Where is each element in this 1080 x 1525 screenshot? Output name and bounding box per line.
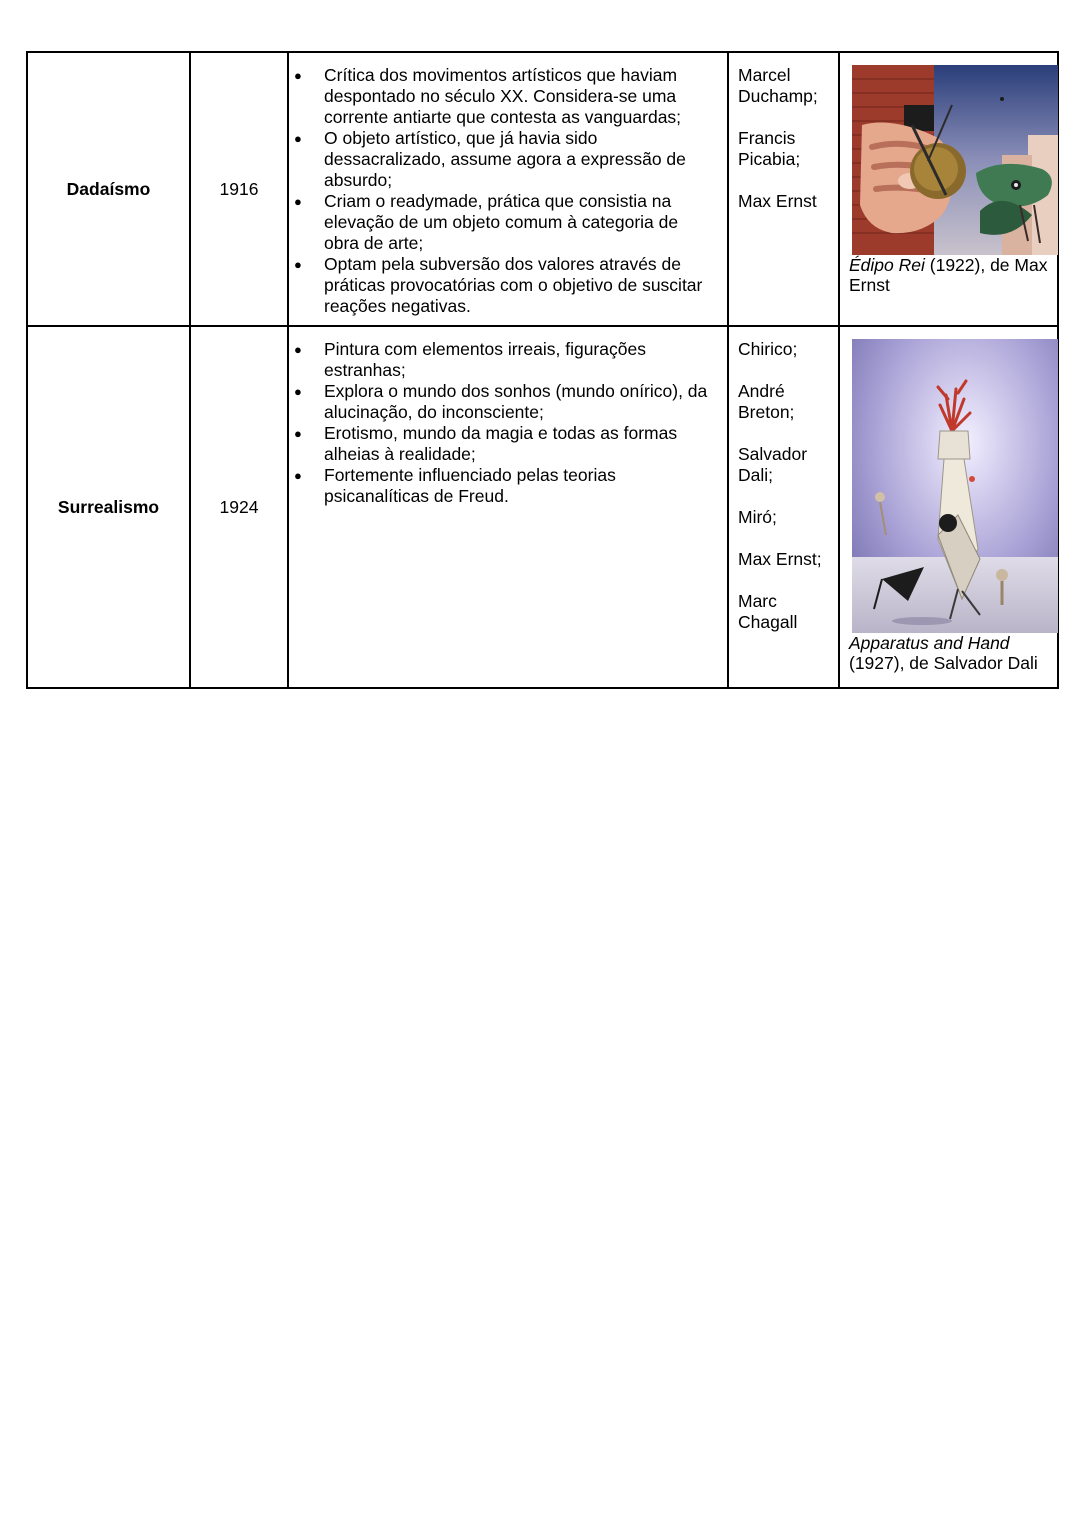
art-movements-table — [26, 51, 1059, 689]
movement-year: 1924 — [190, 326, 288, 688]
movement-name: Surrealismo — [27, 326, 190, 688]
artwork-cell — [839, 326, 1058, 688]
bullet-icon: ● — [294, 468, 302, 483]
list-item: ● Criam o readymade, prática que consistia na elevação de um objeto comum à categoria de obra de arte; — [294, 191, 679, 253]
list-item: ● Erotismo, mundo da magia e todas as formas alheias à realidade; — [294, 423, 678, 464]
bullet-icon: ● — [294, 131, 302, 146]
artist-name: André Breton; — [738, 381, 795, 422]
artwork-credit: (1927), de Salvador Dali — [849, 653, 1038, 673]
artwork-credit: (1922), de Max Ernst — [849, 255, 1048, 295]
movement-description — [288, 326, 728, 688]
artwork-caption — [849, 633, 1056, 673]
artist-name: Max Ernst; — [738, 549, 822, 569]
artist-name: Max Ernst — [738, 191, 817, 211]
artists-list — [728, 326, 839, 688]
list-item: ● Crítica dos movimentos artísticos que haviam despontado no século XX. Considera-se uma corrente antiarte que contesta as vanguardas; — [294, 65, 682, 127]
list-item: ● Fortemente influenciado pelas teorias psicanalíticas de Freud. — [294, 465, 616, 506]
movement-year: 1916 — [190, 52, 288, 326]
list-item: ● Optam pela subversão dos valores através de práticas provocatórias com o objetivo de suscitar reações negativas. — [294, 254, 703, 316]
table-row — [27, 326, 1058, 688]
bullet-icon: ● — [294, 257, 302, 272]
bullet-list — [289, 339, 717, 507]
movement-name: Dadaísmo — [27, 52, 190, 326]
bullet-list — [289, 65, 717, 317]
bullet-icon: ● — [294, 384, 302, 399]
artist-name: Francis Picabia; — [738, 128, 801, 169]
artist-name: Marc Chagall — [738, 591, 798, 632]
bullet-icon: ● — [294, 426, 302, 441]
painting-oedipus-rex-image — [852, 65, 1058, 255]
movement-description — [288, 52, 728, 326]
artwork-caption — [849, 255, 1056, 295]
table-row — [27, 52, 1058, 326]
painting-apparatus-and-hand-image — [852, 339, 1058, 633]
artists-list — [728, 52, 839, 326]
artwork-title: Édipo Rei — [849, 255, 925, 275]
list-item: ● Explora o mundo dos sonhos (mundo onírico), da alucinação, do inconsciente; — [294, 381, 708, 422]
artist-name: Salvador Dali; — [738, 444, 808, 485]
artwork-title: Apparatus and Hand — [849, 633, 1010, 653]
artist-name: Chirico; — [738, 339, 798, 359]
list-item: ● Pintura com elementos irreais, figurações estranhas; — [294, 339, 646, 380]
bullet-icon: ● — [294, 342, 302, 357]
list-item: ● O objeto artístico, que já havia sido dessacralizado, assume agora a expressão de absurdo; — [294, 128, 686, 190]
bullet-icon: ● — [294, 194, 302, 209]
artwork-cell — [839, 52, 1058, 326]
bullet-icon: ● — [294, 68, 302, 83]
artist-name: Marcel Duchamp; — [738, 65, 818, 106]
artist-name: Miró; — [738, 507, 777, 527]
